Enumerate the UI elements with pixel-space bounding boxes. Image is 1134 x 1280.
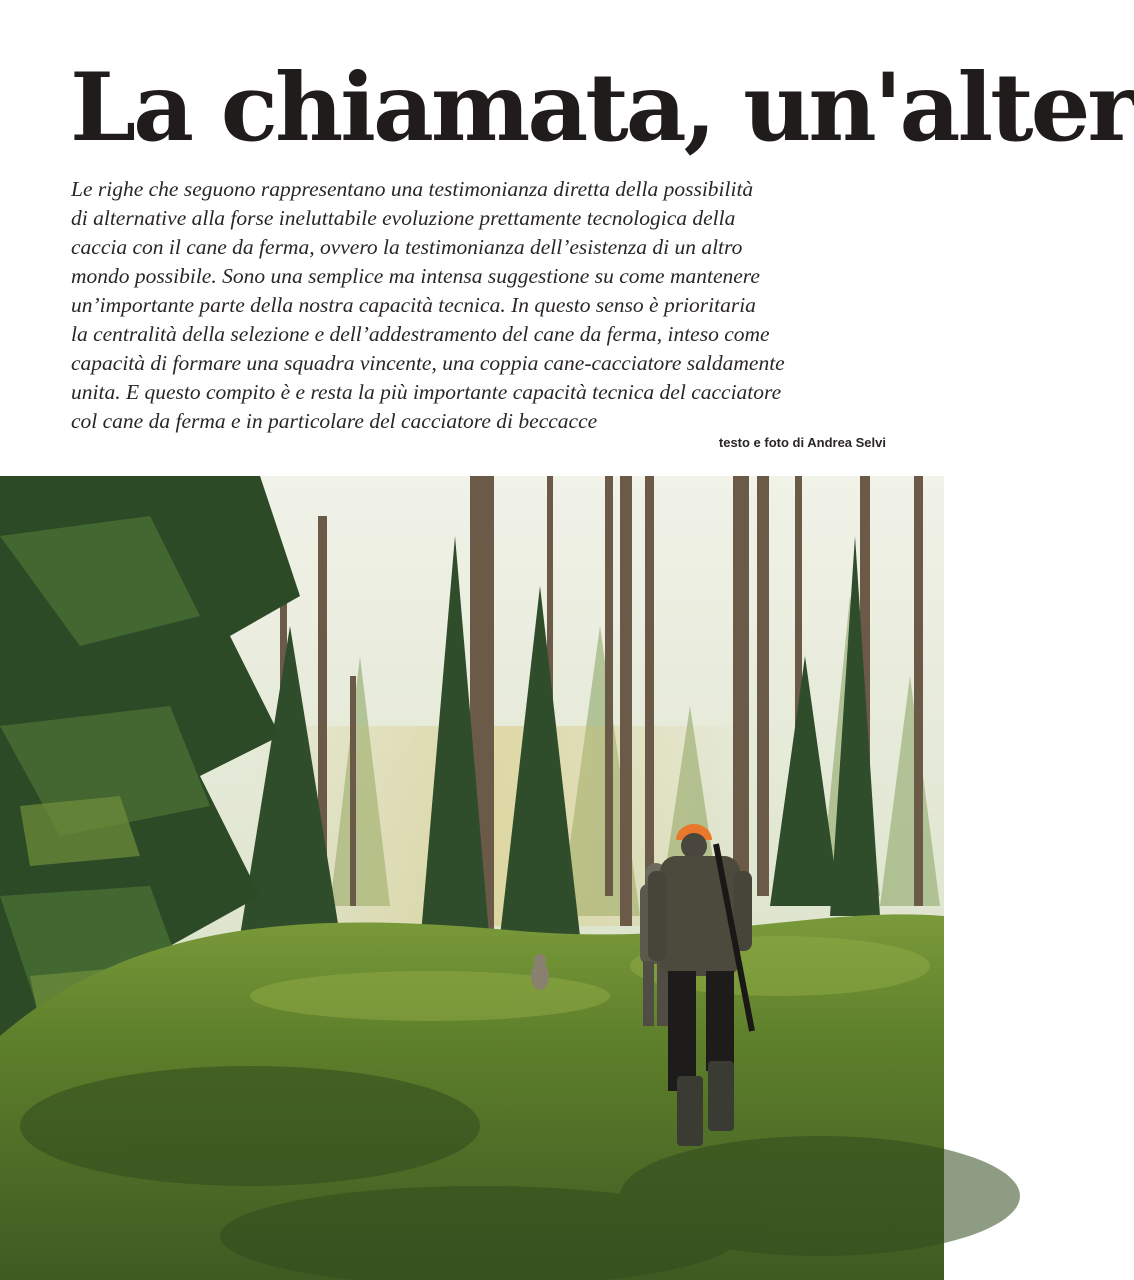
lead-line: mondo possibile. Sono una semplice ma intensa suggestione su come mantenere	[71, 264, 760, 288]
lead-line: col cane da ferma e in particolare del cacciatore di beccacce	[71, 409, 598, 433]
lead-line: la centralità della selezione e dell’addestramento del cane da ferma, inteso come	[71, 322, 770, 346]
lead-line: unita. E questo compito è e resta la più importante capacità tecnica del cacciatore	[71, 380, 782, 404]
lead-line: un’importante parte della nostra capacità tecnica. In questo senso è prioritaria	[71, 293, 756, 317]
article-lead	[71, 175, 901, 436]
lead-line: Le righe che seguono rappresentano una testimonianza diretta della possibilità	[71, 177, 754, 201]
byline: testo e foto di Andrea Selvi	[718, 435, 886, 450]
lead-line: capacità di formare una squadra vincente, una coppia cane-cacciatore saldamente	[71, 351, 785, 375]
lead-line: caccia con il cane da ferma, ovvero la testimonianza dell’esistenza di un altro	[71, 235, 743, 259]
article-headline: La chiamata, un'alter	[70, 53, 1134, 163]
forest-photo	[0, 476, 944, 1280]
lead-line: di alternative alla forse ineluttabile evoluzione prettamente tecnologica della	[71, 206, 736, 230]
